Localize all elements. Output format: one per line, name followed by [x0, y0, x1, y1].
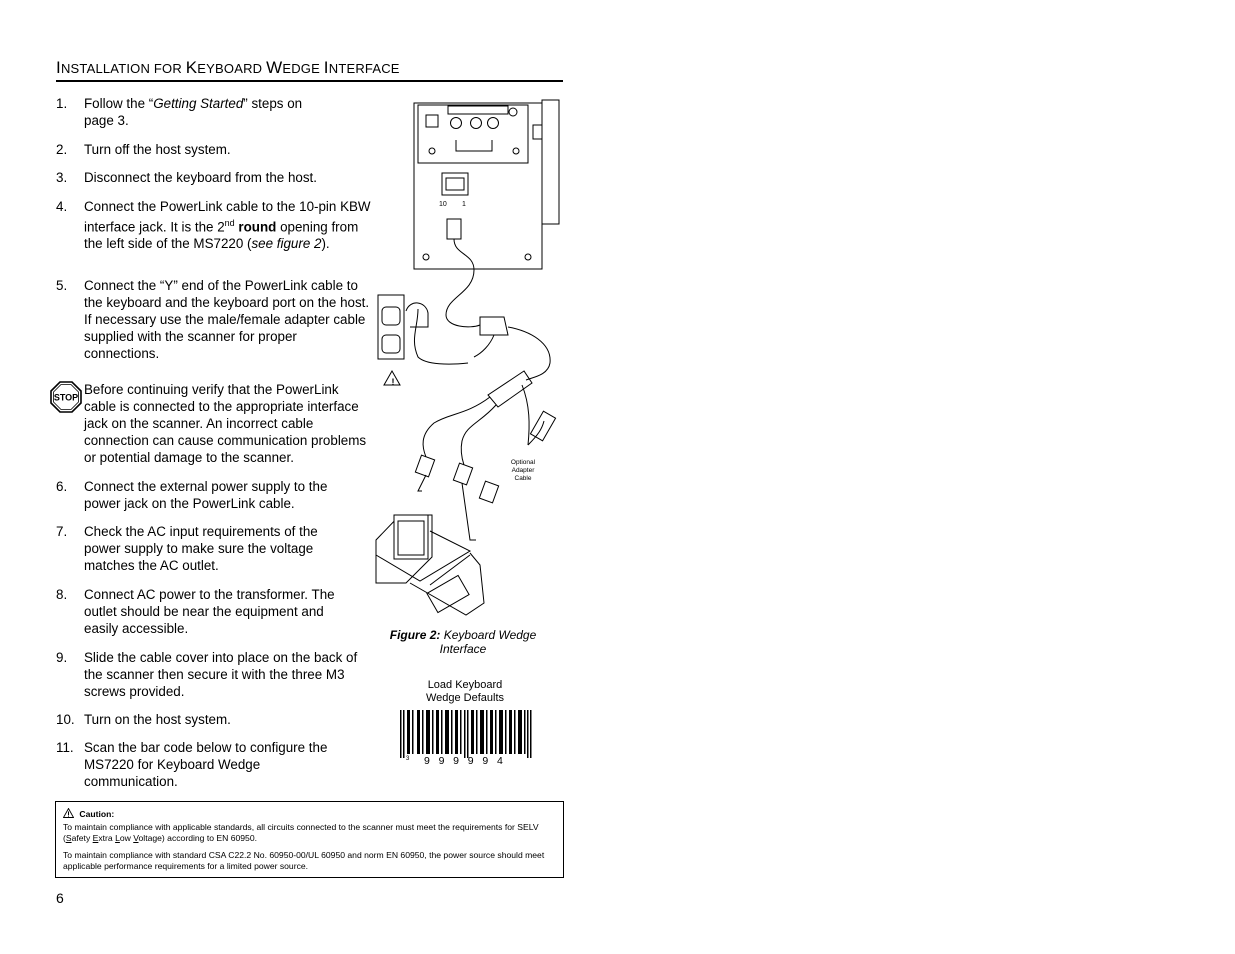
step-text: opening from the left side of the MS7220 (: [84, 219, 359, 252]
barcode-prefix: 3: [406, 756, 410, 762]
step-number: 6.: [56, 479, 68, 494]
caution-text: xtra: [98, 833, 116, 843]
barcode-label-line: Wedge Defaults: [425, 692, 505, 704]
section-heading: [56, 58, 563, 82]
heading-initial: I: [323, 58, 329, 77]
caution-text: ow: [119, 833, 134, 843]
step-number: 3.: [56, 170, 68, 185]
step-text: Turn on the host system.: [84, 712, 231, 727]
pin-label-1: 1: [462, 201, 466, 208]
step-number: 9.: [56, 650, 68, 665]
step-number: 11.: [56, 740, 74, 755]
caution-underline: S: [65, 833, 72, 843]
caution-underline: V: [133, 833, 139, 843]
caution-title: Caution:: [79, 809, 115, 819]
heading-part: NTERFACE: [328, 61, 400, 76]
step-text: Check the AC input requirements of the power supply to make sure the voltage matches the AC outlet.: [84, 524, 318, 573]
step-number: 2.: [56, 142, 68, 157]
stop-icon: [50, 381, 82, 413]
step-number: 5.: [56, 278, 68, 293]
heading-initial: I: [56, 58, 61, 77]
step-number: 1.: [56, 96, 68, 111]
step-text: ).: [321, 236, 330, 252]
caution-underline: E: [92, 833, 99, 843]
keyboard-wedge-diagram: [370, 95, 565, 625]
caution-box: [55, 801, 564, 878]
step-text: Connect the “Y” end of the PowerLink cable to the keyboard and the keyboard port on the host. If necessary use the male/female adapter cable supplied with the scanner for proper connections.: [84, 278, 370, 361]
optional-label: Cable: [514, 475, 532, 482]
figure-caption: [383, 628, 543, 656]
step-text: Follow the “: [84, 96, 154, 111]
barcode-label: [400, 679, 530, 705]
step-text: Connect AC power to the transformer. The outlet should be near the equipment and easily accessible.: [84, 587, 335, 636]
caution-heading: [63, 808, 114, 820]
figure-label: Figure 2:: [389, 628, 441, 642]
caution-text: oltage) according to EN 60950.: [138, 833, 257, 843]
heading-part: EDGE: [282, 61, 324, 76]
caution-text: afety: [71, 833, 93, 843]
optional-label: Optional: [510, 459, 536, 466]
pin-label-10: 10: [439, 201, 447, 208]
step-text-italic: Getting Started: [153, 96, 244, 111]
page-number: 6: [56, 890, 64, 906]
warning-icon: [63, 808, 74, 818]
step-text-bold: round: [234, 219, 277, 235]
heading-part: EYBOARD: [197, 61, 267, 76]
stop-icon-label: STOP: [53, 392, 79, 403]
step-text: Disconnect the keyboard from the host.: [84, 170, 317, 185]
caution-text: To maintain compliance with applicable standards, all circuits connected to the scanner must meet the requirements for SELV (: [63, 822, 539, 843]
heading-initial: K: [185, 58, 198, 77]
barcode-digits: 9 9 9 9 9 4: [424, 755, 503, 766]
caution-underline: L: [115, 833, 120, 843]
step-text-sup: nd: [224, 218, 235, 228]
step-text: Connect the PowerLink cable to the 10-pin KBW interface jack. It is the 2: [84, 199, 371, 235]
step-number: 10.: [56, 712, 75, 727]
optional-label: Adapter: [511, 467, 535, 474]
barcode-image: [398, 708, 534, 766]
figure-title: Keyboard Wedge Interface: [439, 628, 537, 656]
step-text: Slide the cable cover into place on the back of the scanner then secure it with the three M3 screws provided.: [84, 650, 358, 699]
caution-paragraph: [63, 822, 555, 844]
stop-note-text: Before continuing verify that the PowerLink cable is connected to the appropriate interface jack on the scanner. An incorrect cable connection can cause communication problems or potential damage to the scanner.: [84, 382, 367, 465]
warning-icon: !: [391, 377, 395, 387]
step-number: 4.: [56, 199, 68, 214]
heading-part: NSTALLATION FOR: [60, 61, 186, 76]
step-number: 8.: [56, 587, 68, 602]
step-text: Turn off the host system.: [84, 142, 231, 157]
step-number: 7.: [56, 524, 68, 539]
barcode-label-line: Load Keyboard: [427, 679, 503, 691]
heading-initial: W: [266, 58, 283, 77]
step-text: Connect the external power supply to the power jack on the PowerLink cable.: [84, 479, 328, 511]
step-text: ” steps on page 3.: [84, 96, 303, 128]
caution-paragraph: To maintain compliance with standard CSA C22.2 No. 60950-00/UL 60950 and norm EN 60950, the power source should meet applicable performance requirements for a limited power source.: [63, 850, 545, 871]
step-text: Scan the bar code below to configure the MS7220 for Keyboard Wedge communication.: [84, 740, 328, 789]
step-text-italic: see figure 2: [251, 236, 322, 252]
